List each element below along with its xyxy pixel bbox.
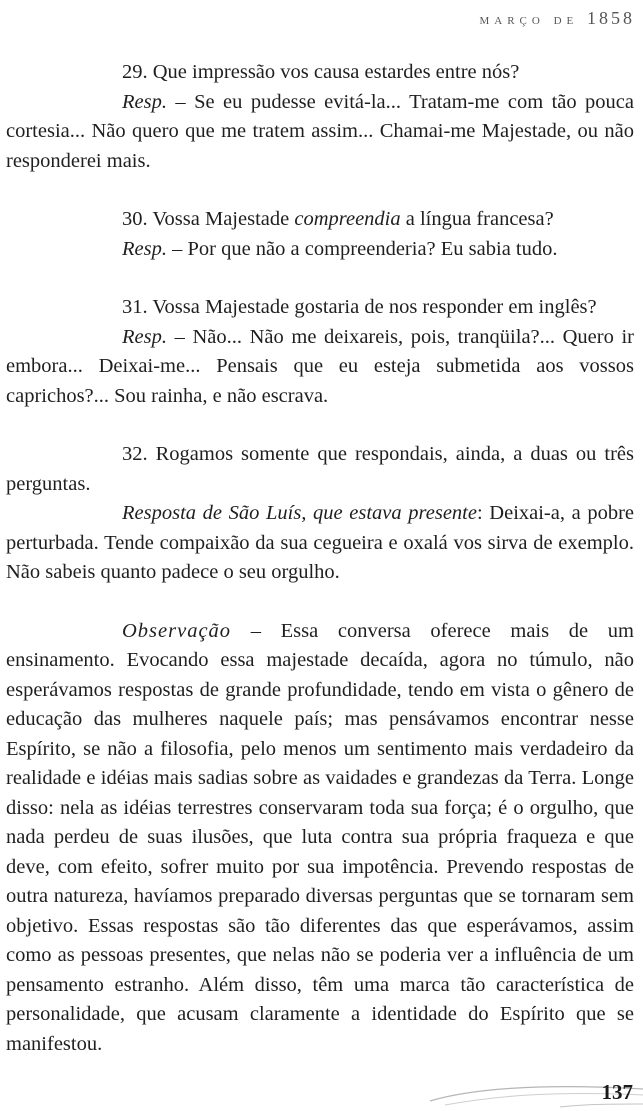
answer-31-text: – Não... Não me deixareis, pois, tranqüila?... Quero ir embora... Deixai-me... Pensais que eu esteja submetida aos vossos caprichos?... Sou rainha, e não escrava.	[6, 325, 634, 407]
answer-30-text: – Por que não a compreenderia? Eu sabia tudo.	[166, 237, 558, 260]
page-footer	[0, 1071, 643, 1111]
running-head	[479, 8, 635, 29]
observation-text: – Essa conversa oferece mais de um ensinamento. Evocando essa majestade decaída, agora no túmulo, não esperávamos respostas de grande profundidade, tendo em vista o gênero de educação das mulheres naquele país; mas pensávamos encontrar nesse Espírito, se não a filosofia, pelo menos um sentimento mais verdadeiro da realidade e idéias mais sadias sobre as vaidades e grandezas da Terra. Longe disso: nela as idéias terrestres conservaram toda sua força; é o orgulho, que nada perdeu de suas ilusões, que luta contra sua própria fraqueza e que deve, com efeito, sofrer muito por sua impotência. Prevendo respostas de outra natureza, havíamos preparado diversas perguntas que se tornaram sem objetivo. Essas respostas são tão diferentes das que esperávamos, assim como as pessoas presentes, que nelas não se poderia ver a influência de um pensamento estranho. Além disso, têm uma marca tão característica de personalidade, que acusam claramente a identidade do Espírito que se manifestou.	[6, 619, 634, 1055]
question-29-text: 29. Que impressão vos causa estardes entre nós?	[122, 61, 520, 83]
question-30-after: a língua francesa?	[400, 208, 554, 230]
question-31	[6, 293, 634, 323]
answer-30-label: Resp.	[122, 237, 167, 260]
question-30	[6, 205, 634, 235]
observation-paragraph	[6, 617, 634, 1060]
footer-swash-ornament	[0, 1071, 643, 1111]
answer-32-label: Resposta de São Luís, que estava presente	[122, 502, 477, 524]
running-head-year: 1858	[587, 8, 635, 28]
answer-29	[6, 88, 634, 177]
page-body	[6, 58, 634, 1059]
page-number: 137	[601, 1080, 633, 1104]
answer-31-label: Resp.	[122, 325, 167, 348]
question-29	[6, 58, 634, 88]
question-31-text: 31. Vossa Majestade gostaria de nos responder em inglês?	[122, 296, 597, 318]
question-30-italic: compreendia	[294, 208, 401, 230]
answer-29-text: – Se eu pudesse evitá-la... Tratam-me com tão pouca cortesia... Não quero que me tratem assim... Chamai-me Majestade, ou não responderei mais.	[6, 90, 634, 172]
answer-32	[6, 499, 634, 588]
answer-32-text: : Deixai-a, a pobre perturbada. Tende compaixão da sua cegueira e oxalá vos sirva de exemplo. Não sabeis quanto padece o seu orgulho.	[6, 502, 634, 583]
answer-30	[6, 235, 634, 265]
question-32	[6, 440, 634, 499]
answer-31	[6, 323, 634, 412]
question-32-text: 32. Rogamos somente que respondais, ainda, a duas ou três perguntas.	[6, 443, 634, 495]
observation-label: Observação	[122, 619, 232, 642]
question-30-before: 30. Vossa Majestade	[122, 208, 295, 230]
running-head-month: março de	[479, 12, 579, 28]
answer-29-label: Resp.	[122, 90, 167, 113]
